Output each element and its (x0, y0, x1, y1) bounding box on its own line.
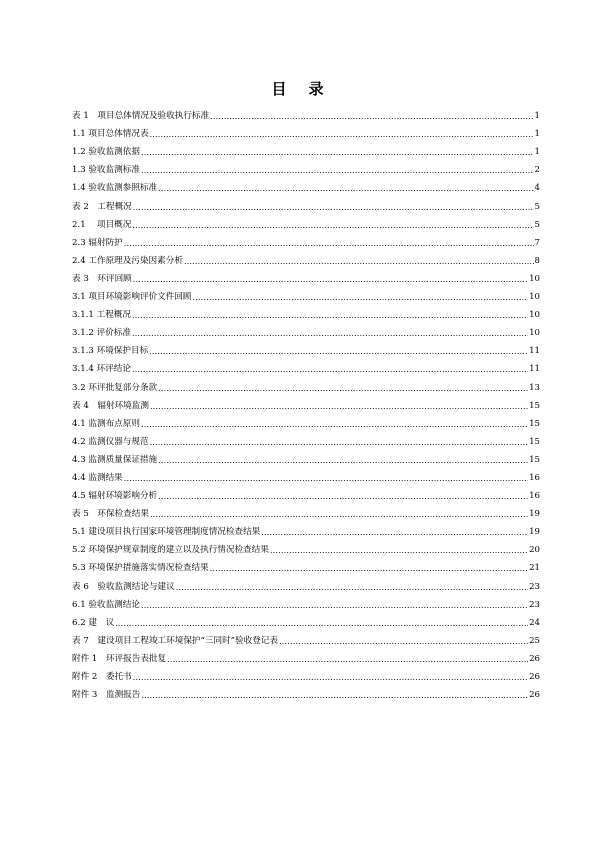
toc-leader-dots (132, 365, 528, 375)
toc-entry-label: 4.1 监测布点原则 (72, 418, 140, 429)
toc-entry-label: 3.1.1 工程概况 (72, 310, 131, 321)
toc-leader-dots (193, 293, 529, 303)
toc-entry-page-number: 11 (529, 346, 540, 357)
toc-entry-label: 2.3 辐射防护 (72, 237, 123, 248)
toc-entry[interactable] (72, 683, 540, 701)
toc-leader-dots (150, 438, 529, 448)
toc-entry-page-number: 5 (534, 201, 540, 212)
toc-entry-page-number: 5 (534, 219, 540, 230)
toc-entry-page-number: 25 (529, 635, 540, 646)
toc-entry[interactable] (72, 104, 540, 122)
toc-leader-dots (158, 456, 528, 466)
toc-entry-page-number: 15 (529, 436, 540, 447)
toc-entry[interactable] (72, 520, 540, 538)
toc-entry[interactable] (72, 412, 540, 430)
toc-leader-dots (141, 166, 534, 176)
toc-entry-page-number: 20 (529, 545, 540, 556)
toc-leader-dots (261, 528, 528, 538)
title-char-2: 录 (308, 80, 324, 98)
toc-leader-dots (176, 583, 528, 593)
toc-entry-label: 表 7 建设项目工程竣工环境保护“三同时”验收登记表 (72, 635, 279, 646)
toc-entry-page-number: 10 (529, 292, 540, 303)
toc-entry[interactable] (72, 285, 540, 303)
toc-entry[interactable] (72, 321, 540, 339)
toc-entry-page-number: 26 (529, 672, 540, 682)
toc-entry[interactable] (72, 213, 540, 231)
toc-leader-dots (141, 420, 528, 430)
toc-entry-page-number: 1 (534, 129, 540, 140)
toc-entry[interactable] (72, 158, 540, 176)
toc-leader-dots (150, 510, 528, 520)
toc-leader-dots (149, 347, 528, 357)
toc-leader-dots (270, 546, 528, 556)
toc-entry[interactable] (72, 430, 540, 448)
toc-leader-dots (133, 673, 528, 683)
toc-leader-dots (124, 474, 528, 484)
table-of-contents (72, 104, 540, 701)
toc-leader-dots (210, 564, 528, 574)
toc-leader-dots (279, 637, 528, 647)
page-title (0, 78, 595, 99)
toc-entry-label: 1.3 验收监测标准 (72, 165, 140, 176)
toc-entry[interactable] (72, 267, 540, 285)
toc-entry-label: 4.5 辐射环境影响分析 (72, 491, 158, 502)
toc-entry-page-number: 26 (529, 653, 540, 664)
toc-entry[interactable] (72, 303, 540, 321)
toc-entry[interactable] (72, 538, 540, 556)
toc-entry-label: 4.4 监测结果 (72, 472, 123, 483)
toc-entry-label: 1.1 项目总体情况表 (72, 129, 149, 140)
toc-entry-page-number: 16 (529, 472, 540, 483)
toc-entry[interactable] (72, 375, 540, 393)
toc-leader-dots (124, 239, 534, 249)
toc-entry[interactable] (72, 249, 540, 267)
toc-entry-page-number: 23 (529, 599, 540, 610)
toc-leader-dots (150, 402, 528, 412)
toc-leader-dots (115, 619, 528, 629)
toc-leader-dots (133, 203, 534, 213)
toc-entry-page-number: 24 (529, 617, 540, 628)
toc-entry-label: 6.2 建 议 (72, 617, 115, 628)
toc-entry-page-number: 10 (529, 310, 540, 321)
toc-entry-label: 5.2 环境保护规章制度的建立以及执行情况检查结果 (72, 545, 269, 556)
toc-entry-label: 表 2 工程概况 (72, 201, 132, 212)
toc-entry-label: 4.3 监测质量保证措施 (72, 454, 158, 465)
toc-entry[interactable] (72, 484, 540, 502)
title-char-1: 目 (271, 80, 287, 98)
toc-leader-dots (167, 655, 528, 665)
toc-entry-page-number: 7 (534, 237, 540, 248)
toc-entry-page-number: 4 (534, 183, 540, 194)
toc-entry-page-number: 23 (529, 581, 540, 592)
toc-entry-label: 表 3 环评回顾 (72, 273, 132, 284)
toc-entry-label: 附件 2 委托书 (72, 672, 132, 682)
toc-entry[interactable] (72, 122, 540, 140)
toc-leader-dots (210, 112, 533, 122)
toc-entry-page-number: 21 (529, 563, 540, 574)
toc-leader-dots (150, 130, 534, 140)
toc-entry-label: 附件 1 环评报告表批复 (72, 653, 167, 664)
toc-entry-label: 3.2 环评批复部分条款 (72, 382, 158, 393)
toc-entry-page-number: 10 (529, 328, 540, 339)
toc-entry-label: 表 6 验收监测结论与建议 (72, 581, 175, 592)
toc-entry[interactable] (72, 611, 540, 629)
toc-entry-page-number: 16 (529, 491, 540, 502)
toc-entry-label: 表 1 项目总体情况及验收执行标准 (72, 111, 210, 122)
toc-entry[interactable] (72, 629, 540, 647)
toc-entry[interactable] (72, 574, 540, 592)
toc-entry-page-number: 13 (529, 382, 540, 393)
toc-leader-dots (158, 184, 533, 194)
toc-entry-page-number: 26 (529, 690, 540, 701)
toc-entry-page-number: 1 (534, 147, 540, 158)
toc-leader-dots (132, 329, 528, 339)
toc-leader-dots (141, 601, 528, 611)
toc-entry-page-number: 15 (529, 454, 540, 465)
toc-entry-page-number: 15 (529, 418, 540, 429)
toc-entry-label: 6.1 验收监测结论 (72, 599, 140, 610)
toc-entry[interactable] (72, 665, 540, 683)
toc-entry[interactable] (72, 394, 540, 412)
toc-entry-page-number: 10 (529, 273, 540, 284)
toc-entry[interactable] (72, 140, 540, 158)
toc-leader-dots (158, 492, 528, 502)
toc-entry-label: 4.2 监测仪器与规范 (72, 436, 149, 447)
toc-entry-label: 3.1.4 环评结论 (72, 364, 131, 375)
toc-entry[interactable] (72, 502, 540, 520)
toc-entry-page-number: 15 (529, 400, 540, 411)
toc-entry[interactable] (72, 466, 540, 484)
toc-entry-page-number: 2 (534, 165, 540, 176)
toc-entry-label: 2.1 项目概况 (72, 219, 132, 230)
toc-entry-page-number: 19 (529, 527, 540, 538)
toc-entry[interactable] (72, 593, 540, 611)
toc-leader-dots (158, 384, 528, 394)
toc-entry-label: 3.1.2 评价标准 (72, 328, 131, 339)
toc-leader-dots (184, 257, 534, 267)
toc-entry-label: 附件 3 监测报告 (72, 690, 141, 701)
toc-entry-page-number: 19 (529, 509, 540, 520)
toc-entry-label: 1.4 验收监测参照标准 (72, 183, 158, 194)
toc-entry-label: 表 5 环保检查结果 (72, 509, 149, 520)
toc-entry[interactable] (72, 231, 540, 249)
toc-entry-label: 5.3 环境保护措施落实情况检查结果 (72, 563, 209, 574)
toc-entry-label: 1.2 验收监测依据 (72, 147, 140, 158)
toc-entry-label: 2.4 工作原理及污染因素分析 (72, 255, 183, 266)
toc-leader-dots (133, 275, 528, 285)
toc-entry[interactable] (72, 339, 540, 357)
toc-leader-dots (132, 311, 528, 321)
toc-entry[interactable] (72, 448, 540, 466)
toc-entry-label: 表 4 辐射环境监测 (72, 400, 149, 411)
toc-leader-dots (132, 221, 533, 231)
toc-entry[interactable] (72, 194, 540, 212)
toc-entry-label: 3.1 项目环境影响评价文件回顾 (72, 292, 192, 303)
toc-leader-dots (141, 691, 528, 701)
toc-entry-label: 3.1.3 环境保护目标 (72, 346, 149, 357)
toc-entry-page-number: 8 (534, 255, 540, 266)
toc-entry[interactable] (72, 176, 540, 194)
toc-entry-label: 5.1 建设项目执行国家环境管理制度情况检查结果 (72, 527, 261, 538)
toc-leader-dots (141, 148, 534, 158)
toc-entry[interactable] (72, 357, 540, 375)
toc-entry[interactable] (72, 647, 540, 665)
toc-entry[interactable] (72, 556, 540, 574)
toc-entry-page-number: 11 (529, 364, 540, 375)
toc-entry-page-number: 1 (534, 111, 540, 122)
